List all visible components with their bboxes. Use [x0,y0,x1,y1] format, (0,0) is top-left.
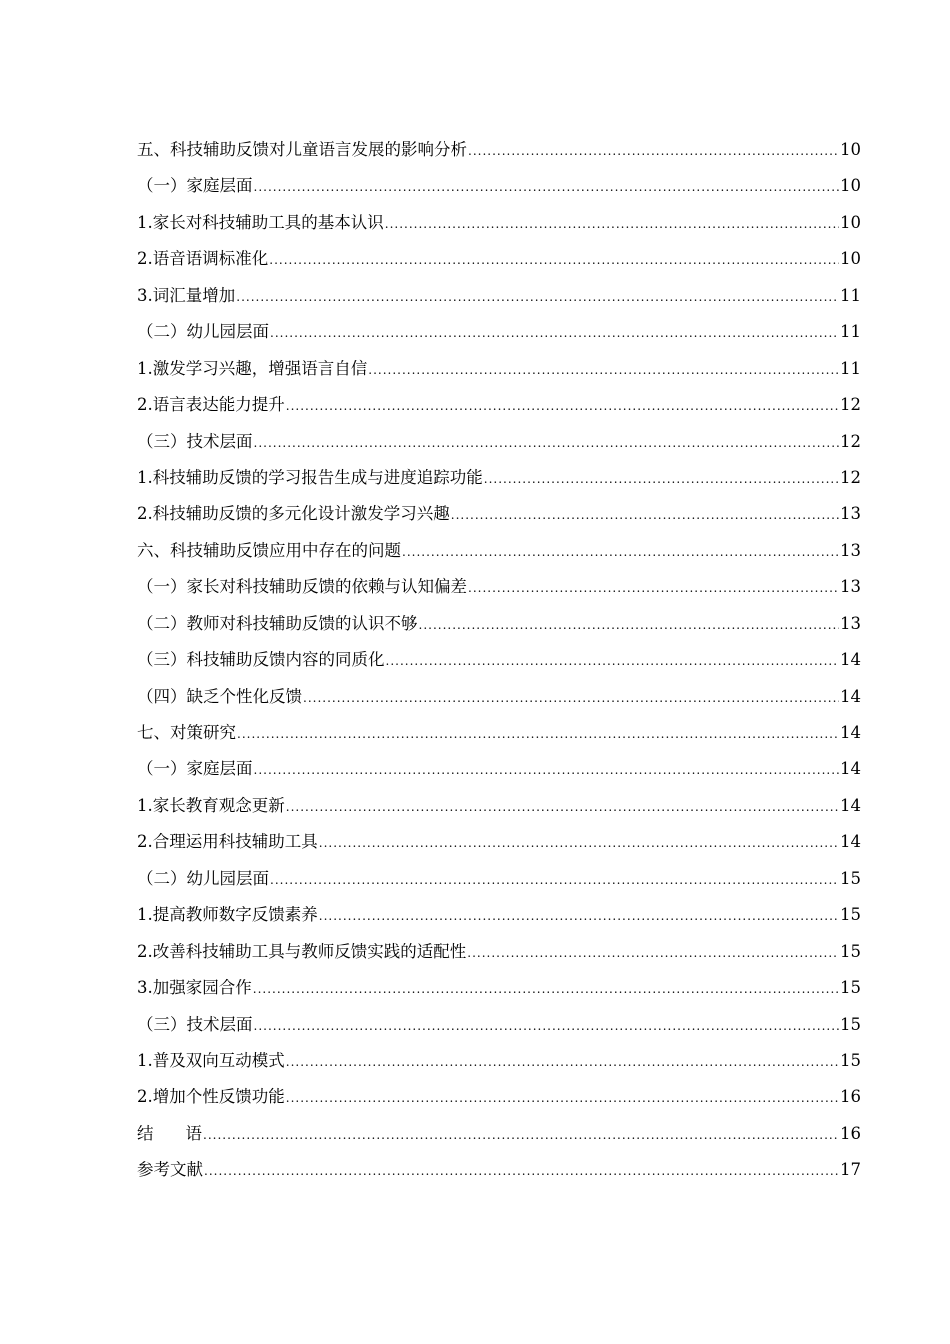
toc-leader-dots [254,752,840,788]
toc-entry-page: 14 [840,650,861,670]
toc-entry[interactable] [137,1007,861,1043]
toc-entry-references[interactable] [137,1152,861,1188]
toc-leader-dots [402,534,839,570]
toc-leader-dots [253,971,839,1007]
toc-entry-page: 13 [840,577,861,597]
toc-leader-dots [303,680,839,716]
toc-leader-dots [386,643,840,679]
toc-leader-dots [468,570,839,606]
toc-entry-page: 15 [840,1050,861,1070]
toc-entry[interactable] [137,168,861,204]
toc-leader-dots [269,242,839,278]
toc-entry-page: 15 [840,868,861,888]
toc-entry-page: 14 [840,832,861,852]
toc-entry-title: 2.合理运用科技辅助工具 [137,832,318,852]
toc-entry-page: 10 [840,176,861,196]
toc-entry[interactable] [137,606,861,642]
toc-leader-dots [419,607,840,643]
toc-entry-page: 13 [840,540,861,560]
toc-entry-title: 1.激发学习兴趣，增强语言自信 [137,358,368,378]
toc-leader-dots [484,461,839,497]
toc-leader-dots [286,388,839,424]
toc-entry[interactable] [137,314,861,350]
toc-leader-dots [286,1044,839,1080]
toc-entry[interactable] [137,460,861,496]
toc-entry-page: 14 [840,795,861,815]
toc-entry-title: （三）技术层面 [137,431,253,451]
toc-leader-dots [319,898,839,934]
toc-entry-title: （一）家庭层面 [137,759,253,779]
toc-entry-page: 11 [840,358,861,378]
toc-entry-title: （二）教师对科技辅助反馈的认识不够 [137,613,418,633]
toc-entry-title: 3.加强家园合作 [137,978,252,998]
toc-entry-title: 1.提高教师数字反馈素养 [137,905,318,925]
toc-entry-title: 参考文献 [137,1160,203,1180]
toc-entry-title: 3.词汇量增加 [137,285,236,305]
toc-entry-title: （二）幼儿园层面 [137,322,269,342]
toc-entry-page: 12 [840,467,861,487]
toc-entry-title: 1.家长教育观念更新 [137,795,285,815]
toc-entry[interactable] [137,897,861,933]
toc-leader-dots [468,133,839,169]
toc-entry-title: 五、科技辅助反馈对儿童语言发展的影响分析 [137,140,467,159]
toc-entry[interactable] [137,861,861,897]
toc-entry-page: 10 [840,140,861,159]
toc-entry-page: 16 [840,1087,861,1107]
toc-entry[interactable] [137,132,861,168]
toc-entry-page: 15 [840,1014,861,1034]
toc-entry[interactable] [137,424,861,460]
toc-entry-page: 12 [840,395,861,415]
toc-entry[interactable] [137,351,861,387]
toc-entry-title: 1.普及双向互动模式 [137,1050,285,1070]
toc-entry-page: 15 [840,905,861,925]
toc-entry[interactable] [137,387,861,423]
toc-entry[interactable] [137,679,861,715]
toc-entry-title: 2.语言表达能力提升 [137,395,285,415]
toc-entry-title: （三）技术层面 [137,1014,253,1034]
toc-entry-page: 14 [840,686,861,706]
toc-entry[interactable] [137,642,861,678]
toc-entry[interactable] [137,788,861,824]
toc-entry-page: 14 [840,759,861,779]
toc-entry-title: 六、科技辅助反馈应用中存在的问题 [137,540,401,560]
toc-leader-dots [385,206,839,242]
toc-entry-title: 2.改善科技辅助工具与教师反馈实践的适配性 [137,941,467,961]
toc-entry[interactable] [137,278,861,314]
toc-entry-title: （二）幼儿园层面 [137,868,269,888]
toc-entry-page: 14 [840,723,861,742]
toc-entry-page: 10 [840,249,861,269]
toc-entry[interactable] [137,970,861,1006]
toc-entry[interactable] [137,1079,861,1115]
toc-entry-page: 10 [840,212,861,232]
toc-entry[interactable] [137,205,861,241]
toc-entry-page: 12 [840,431,861,451]
toc-entry[interactable] [137,934,861,970]
toc-title-part: 语 [185,1123,202,1143]
toc-entry-page: 15 [840,941,861,961]
toc-title-part: 结 [137,1123,154,1143]
toc-leader-dots [319,825,839,861]
toc-entry-page: 11 [840,285,861,305]
toc-entry-title: 2.语音语调标准化 [137,249,269,269]
toc-leader-dots [286,1080,839,1116]
toc-entry-title: （一）家庭层面 [137,176,253,196]
toc-leader-dots [368,352,839,388]
toc-entry-title [137,1116,202,1152]
toc-entry-title: 七、对策研究 [137,723,236,742]
toc-leader-dots [203,1117,839,1153]
toc-leader-dots [286,789,839,825]
toc-entry[interactable] [137,751,861,787]
toc-leader-dots [236,279,839,315]
toc-leader-dots [270,862,839,898]
toc-entry[interactable] [137,1043,861,1079]
toc-entry-page: 17 [840,1160,861,1180]
toc-entry-page: 11 [840,322,861,342]
toc-entry[interactable] [137,824,861,860]
toc-leader-dots [254,1008,840,1044]
toc-leader-dots [451,497,839,533]
toc-entry[interactable] [137,569,861,605]
toc-entry-title: 1.科技辅助反馈的学习报告生成与进度追踪功能 [137,467,483,487]
toc-entry[interactable] [137,715,861,751]
toc-entry-conclusion[interactable] [137,1116,861,1152]
toc-leader-dots [270,315,839,351]
toc-entry-title: （三）科技辅助反馈内容的同质化 [137,650,385,670]
toc-entry[interactable] [137,241,861,277]
toc-entry-page: 13 [840,613,861,633]
toc-entry-page: 15 [840,978,861,998]
toc-entry-page: 16 [840,1123,861,1143]
toc-leader-dots [254,169,840,205]
toc-leader-dots [204,1153,839,1189]
toc-entry-title: 2.科技辅助反馈的多元化设计激发学习兴趣 [137,504,450,524]
toc-leader-dots [254,425,840,461]
toc-entry-title: （一）家长对科技辅助反馈的依赖与认知偏差 [137,577,467,597]
table-of-contents [137,132,861,1189]
toc-entry-title: 2.增加个性反馈功能 [137,1087,285,1107]
toc-leader-dots [237,716,839,752]
toc-entry-title: （四）缺乏个性化反馈 [137,686,302,706]
toc-entry[interactable] [137,496,861,532]
toc-entry-title: 1.家长对科技辅助工具的基本认识 [137,212,384,232]
toc-entry[interactable] [137,533,861,569]
toc-leader-dots [467,935,839,971]
toc-entry-page: 13 [840,504,861,524]
